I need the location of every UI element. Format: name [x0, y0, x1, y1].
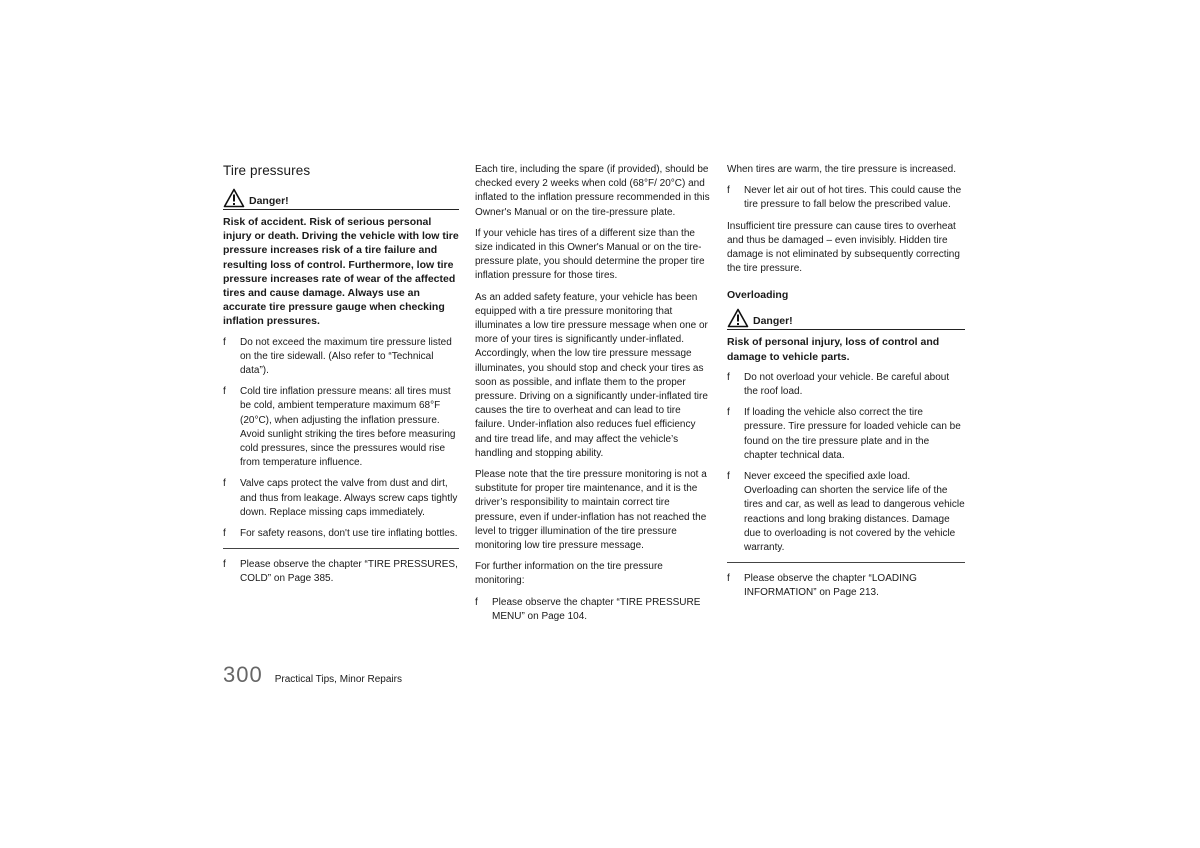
column-3: [727, 163, 965, 608]
paragraph: As an added safety feature, your vehicle has been equipped with a tire pressure monitoring that illuminates a low tire pressure message when one or more of your tires is significantly under-inflated. Accordingly, when the low tire pressure message illuminates, you should stop and check your tires as soon as possible, and inflate them to the proper pressure. Driving on a significantly under-inflated tire causes the tire to overheat and can lead to tire failure. Under-inflation also reduces fuel efficiency and tire tread life, and may affect the vehicle’s handling and stopping ability.: [475, 291, 708, 459]
danger-header: [727, 308, 965, 330]
bullet-marker: f: [223, 528, 226, 540]
column-1: [223, 163, 459, 594]
bullet-marker: f: [223, 559, 226, 571]
bullet-marker: f: [727, 471, 730, 483]
bullet-marker: f: [223, 386, 226, 398]
bullet-marker: f: [475, 596, 478, 608]
bullet-item: f Never exceed the specified axle load. Overloading can shorten the service life of the tires and car, as well as lead to dangerous vehicle reactions and long braking distances. Damage due to overloading is not covered by the vehicle warranty.: [727, 470, 965, 555]
bullet-marker: f: [727, 407, 730, 419]
page-title: Tire pressures: [223, 163, 311, 178]
divider: [223, 548, 459, 549]
paragraph: If your vehicle has tires of a different size than the size indicated in this Owner's Manual or on the tire-pressure plate, you should determine the proper tire inflation pressure for those tires.: [475, 227, 705, 282]
warning-text: Risk of personal injury, loss of control and damage to vehicle parts.: [727, 336, 940, 363]
paragraph: For further information on the tire pressure monitoring:: [475, 561, 663, 587]
bullet-item: f For safety reasons, don't use tire inflating bottles.: [223, 527, 459, 541]
warning-text: Risk of accident. Risk of serious personal injury or death. Driving the vehicle with low tire pressure increases risk of a tire failure and resulting loss of control. Furthermore, low tire pressure increases rate of wear of the affected tires and cause damage. Always use an accurate tire pressure gauge when checking inflation pressures.: [223, 216, 459, 328]
divider: [727, 562, 965, 563]
bullet-marker: f: [727, 185, 730, 197]
cross-reference: f Please observe the chapter “TIRE PRESSURES, COLD” on Page 385.: [223, 558, 459, 586]
section-heading: Overloading: [727, 289, 789, 302]
danger-label: Danger!: [753, 315, 793, 328]
danger-label: Danger!: [249, 195, 289, 207]
paragraph: When tires are warm, the tire pressure is increased.: [727, 164, 956, 175]
danger-header: [223, 188, 459, 210]
paragraph: Please note that the tire pressure monitoring is not a substitute for proper tire maintenance, and it is the driver’s responsibility to maintain correct tire pressure, even if under-inflation has not reached the level to trigger illumination of the tire pressure monitoring low tire pressure message.: [475, 469, 707, 552]
bullet-item: f Cold tire inflation pressure means: all tires must be cold, ambient temperature maximum 68°F (20°C), when adjusting the inflation pressure. Avoid sunlight striking the tires before measuring cold pressures, since the pressures would rise from temperature influence.: [223, 385, 459, 470]
page-footer: [223, 662, 402, 688]
bullet-item: f Never let air out of hot tires. This could cause the tire pressure to fall below the prescribed value.: [727, 184, 965, 212]
bullet-item: f Do not overload your vehicle. Be careful about the roof load.: [727, 371, 965, 399]
column-2: [475, 163, 712, 631]
cross-reference: f Please observe the chapter “LOADING INFORMATION” on Page 213.: [727, 572, 965, 600]
bullet-marker: f: [727, 371, 730, 383]
bullet-item: f Do not exceed the maximum tire pressure listed on the tire sidewall. (Also refer to “Technical data”).: [223, 336, 459, 379]
bullet-marker: f: [727, 573, 730, 585]
warning-triangle-icon: [727, 308, 749, 328]
paragraph: Each tire, including the spare (if provided), should be checked every 2 weeks when cold (68°F/ 20°C) and inflated to the inflation pressure recommended in this Owner's Manual or on the tire-pressure plate.: [475, 164, 710, 218]
section-name: Practical Tips, Minor Repairs: [274, 674, 402, 685]
page-number: 300: [223, 662, 263, 687]
paragraph: Insufficient tire pressure can cause tires to overheat and thus be damaged – even invisibly. Hidden tire damage is not eliminated by subsequently correcting the tire pressure.: [727, 220, 960, 275]
warning-triangle-icon: [223, 188, 245, 208]
bullet-item: f Valve caps protect the valve from dust and dirt, and thus from leakage. Always screw caps tightly down. Replace missing caps immediately.: [223, 477, 459, 520]
bullet-item: f If loading the vehicle also correct the tire pressure. Tire pressure for loaded vehicle can be found on the tire pressure plate and in the chapter technical data.: [727, 406, 965, 463]
bullet-marker: f: [223, 478, 226, 490]
cross-reference: f Please observe the chapter “TIRE PRESSURE MENU” on Page 104.: [475, 596, 712, 624]
bullet-marker: f: [223, 336, 226, 348]
